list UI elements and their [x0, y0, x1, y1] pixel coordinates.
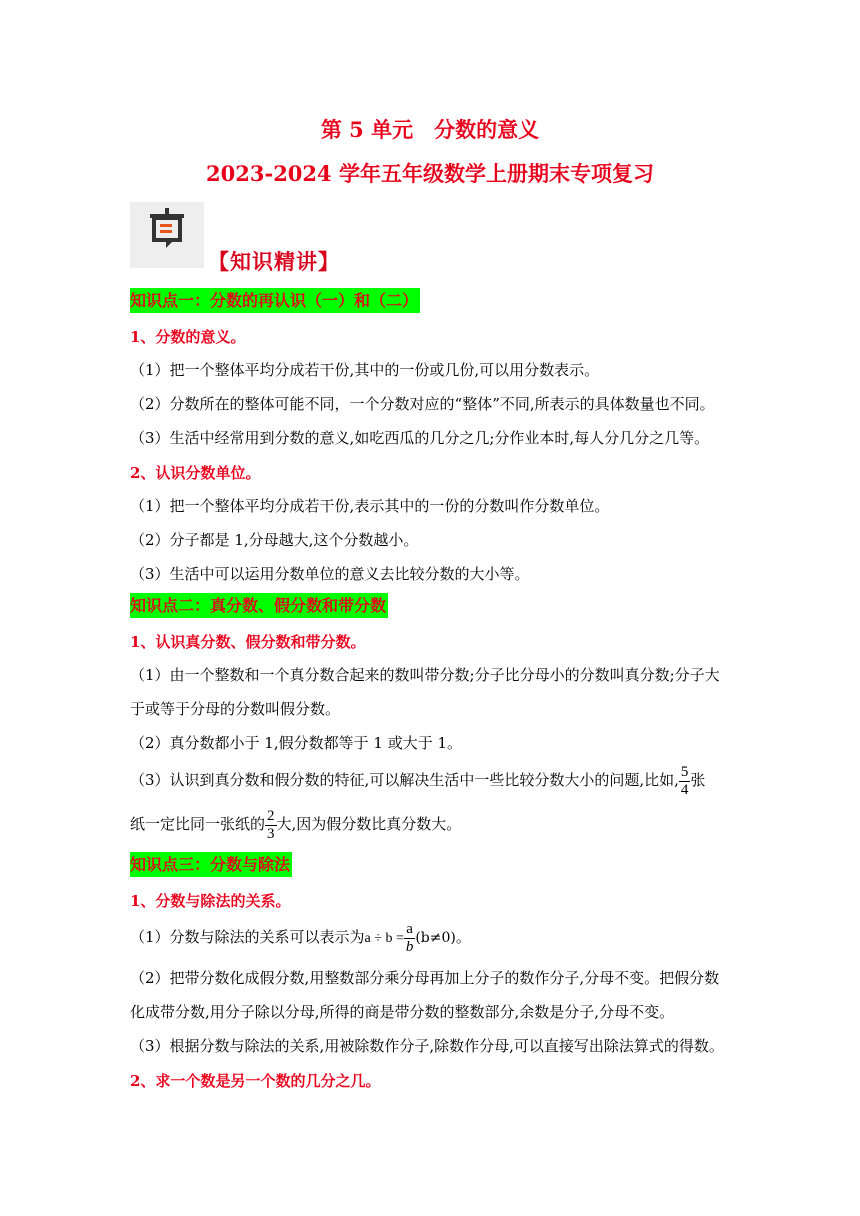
division-formula-condition: (b≠0)	[415, 930, 456, 946]
fraction-numerator: 2	[267, 808, 275, 824]
kp3-sec1-item-2-line-2: 化成带分数,用分子除以分母,所得的商是带分数的整数部分,余数是分子,分母不变。	[130, 1003, 675, 1021]
kp3-item-1-text: （1）分数与除法的关系可以表示为	[130, 928, 365, 946]
kp2-section-1-title: 1、认识真分数、假分数和带分数。	[130, 633, 366, 651]
kp1-sec1-item-2: （2）分数所在的整体可能不同，一个分数对应的“整体”不同,所表示的具体数量也不同。	[130, 395, 715, 413]
fraction-denominator: 4	[680, 781, 689, 798]
fraction-5-4	[679, 764, 691, 798]
document-title: 第 5 单元 分数的意义	[320, 117, 540, 142]
kp3-item-1-end: 。	[455, 928, 471, 946]
kp3-sec1-item-2-line-1: （2）把带分数化成假分数,用整数部分乘分母再加上分子的数作分子,分母不变。把假分数	[130, 969, 720, 987]
kp2-sec1-item-2: （2）真分数都小于 1,假分数都等于 1 或大于 1。	[130, 734, 463, 752]
kp3-sec1-item-1	[130, 919, 471, 957]
fraction-denominator: b	[405, 938, 414, 955]
fraction-denominator: 3	[267, 825, 275, 842]
kp2-item-3-text: （3）认识到真分数和假分数的特征,可以解决生活中一些比较分数大小的问题,比如,	[130, 771, 679, 789]
fraction-a-over-b	[404, 921, 416, 955]
kp2-sec1-item-1-line-2: 于或等于分母的分数叫假分数。	[130, 700, 341, 718]
presentation-board-icon	[130, 202, 204, 268]
fraction-numerator: 5	[680, 764, 689, 780]
kp2-item-3-text-2: 纸一定比同一张纸的	[130, 815, 266, 833]
kp2-sec1-item-1-line-1: （1）由一个整数和一个真分数合起来的数叫带分数;分子比分母小的分数叫真分数;分子大	[130, 666, 720, 684]
fraction-numerator: a	[406, 921, 413, 937]
kp1-section-1-title: 1、分数的意义。	[130, 328, 246, 346]
kp2-item-3-text-3: 大,因为假分数比真分数大。	[276, 815, 462, 833]
kp3-section-1-title: 1、分数与除法的关系。	[130, 892, 291, 910]
kp1-sec1-item-1: （1）把一个整体平均分成若干份,其中的一份或几份,可以用分数表示。	[130, 361, 600, 379]
kp1-section-2-title: 2、认识分数单位。	[130, 464, 261, 482]
fraction-2-3	[265, 808, 277, 842]
division-formula-lhs: a ÷ b =	[364, 931, 404, 946]
kp1-sec2-item-3: （3）生活中可以运用分数单位的意义去比较分数的大小等。	[130, 565, 530, 583]
kp1-sec1-item-3: （3）生活中经常用到分数的意义,如吃西瓜的几分之几;分作业本时,每人分几分之几等。	[130, 429, 710, 447]
kp2-sec1-item-3-line-1	[130, 764, 705, 798]
kp2-item-3-unit: 张	[690, 771, 706, 789]
kp3-section-2-title: 2、求一个数是另一个数的几分之几。	[130, 1072, 381, 1090]
kp3-sec1-item-3: （3）根据分数与除法的关系,用被除数作分子,除数作分母,可以直接写出除法算式的得数。	[130, 1037, 724, 1055]
kp1-sec2-item-1: （1）把一个整体平均分成若干份,表示其中的一份的分数叫作分数单位。	[130, 497, 610, 515]
knowledge-point-1-heading: 知识点一：分数的再认识（一）和（二）	[130, 288, 420, 313]
kp1-sec2-item-2: （2）分子都是 1,分母越大,这个分数越小。	[130, 531, 419, 549]
section-banner-label: 【知识精讲】	[208, 249, 340, 274]
kp2-sec1-item-3-line-2	[130, 808, 461, 842]
knowledge-point-3-heading: 知识点三：分数与除法	[130, 852, 292, 877]
knowledge-point-2-heading: 知识点二：真分数、假分数和带分数	[130, 593, 388, 618]
document-subtitle: 2023-2024 学年五年级数学上册期末专项复习	[206, 161, 654, 186]
